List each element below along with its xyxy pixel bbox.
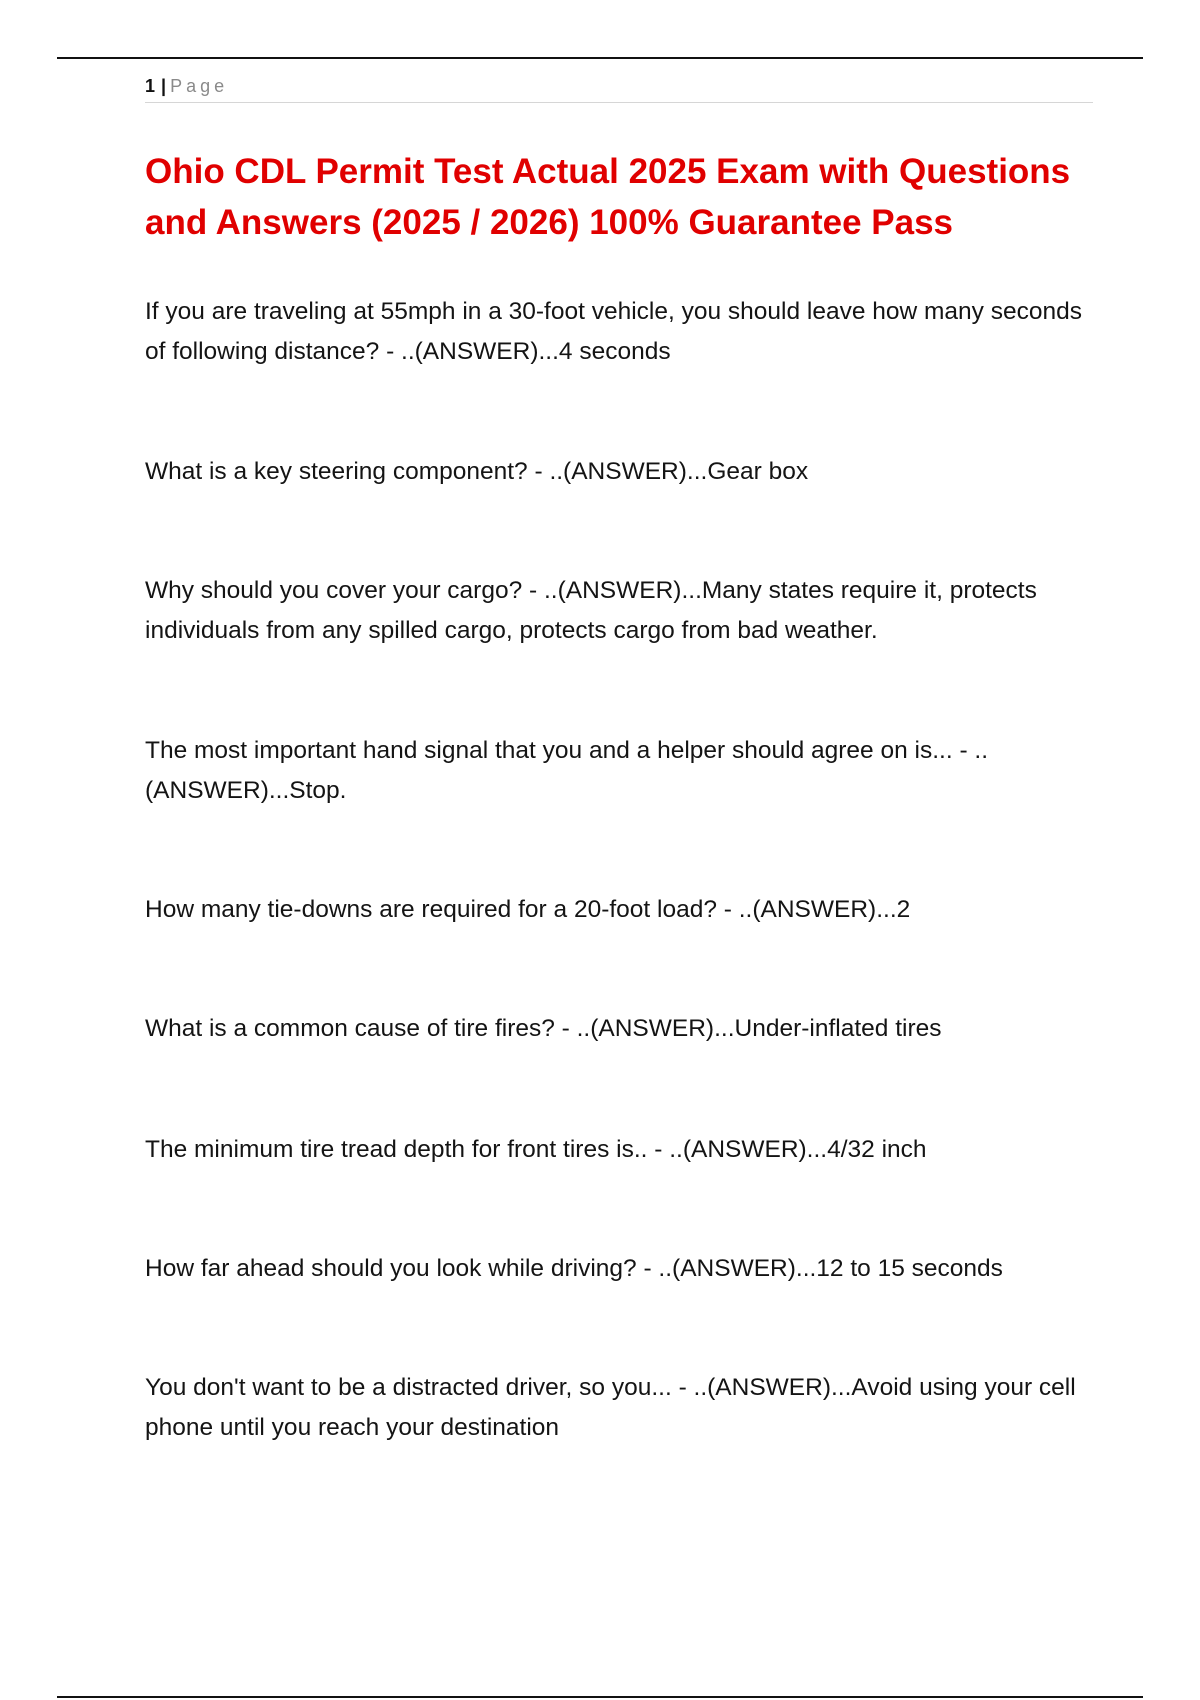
- page-label: Page: [170, 76, 229, 96]
- qa-item-2: What is a key steering component? - ..(ANSWER)...Gear box: [145, 458, 809, 485]
- qa-item-1: If you are traveling at 55mph in a 30-foot vehicle, you should leave how many seconds of following distance? - ..(ANSWER)...4 seconds: [145, 298, 1082, 365]
- document-title: Ohio CDL Permit Test Actual 2025 Exam with Questions and Answers (2025 / 2026) 100% Guarantee Pass: [145, 152, 1071, 242]
- page-header: [145, 74, 1093, 103]
- qa-item-9: You don't want to be a distracted driver, so you... - ..(ANSWER)...Avoid using your cell phone until you reach your destination: [145, 1374, 1076, 1441]
- qa-item-7: The minimum tire tread depth for front tires is.. - ..(ANSWER)...4/32 inch: [145, 1136, 927, 1163]
- qa-item-5: How many tie-downs are required for a 20-foot load? - ..(ANSWER)...2: [145, 896, 911, 923]
- page-number: 1: [145, 76, 156, 96]
- top-border-line: [57, 57, 1143, 59]
- bottom-border-line: [57, 1696, 1143, 1698]
- qa-item-6: What is a common cause of tire fires? - ..(ANSWER)...Under-inflated tires: [145, 1015, 942, 1042]
- qa-item-3: Why should you cover your cargo? - ..(ANSWER)...Many states require it, protects individuals from any spilled cargo, protects cargo from bad weather.: [145, 577, 1037, 644]
- page-separator: |: [161, 76, 167, 96]
- qa-item-8: How far ahead should you look while driving? - ..(ANSWER)...12 to 15 seconds: [145, 1255, 1003, 1282]
- qa-item-4: The most important hand signal that you and a helper should agree on is... - ..(ANSWER)...Stop.: [145, 737, 989, 804]
